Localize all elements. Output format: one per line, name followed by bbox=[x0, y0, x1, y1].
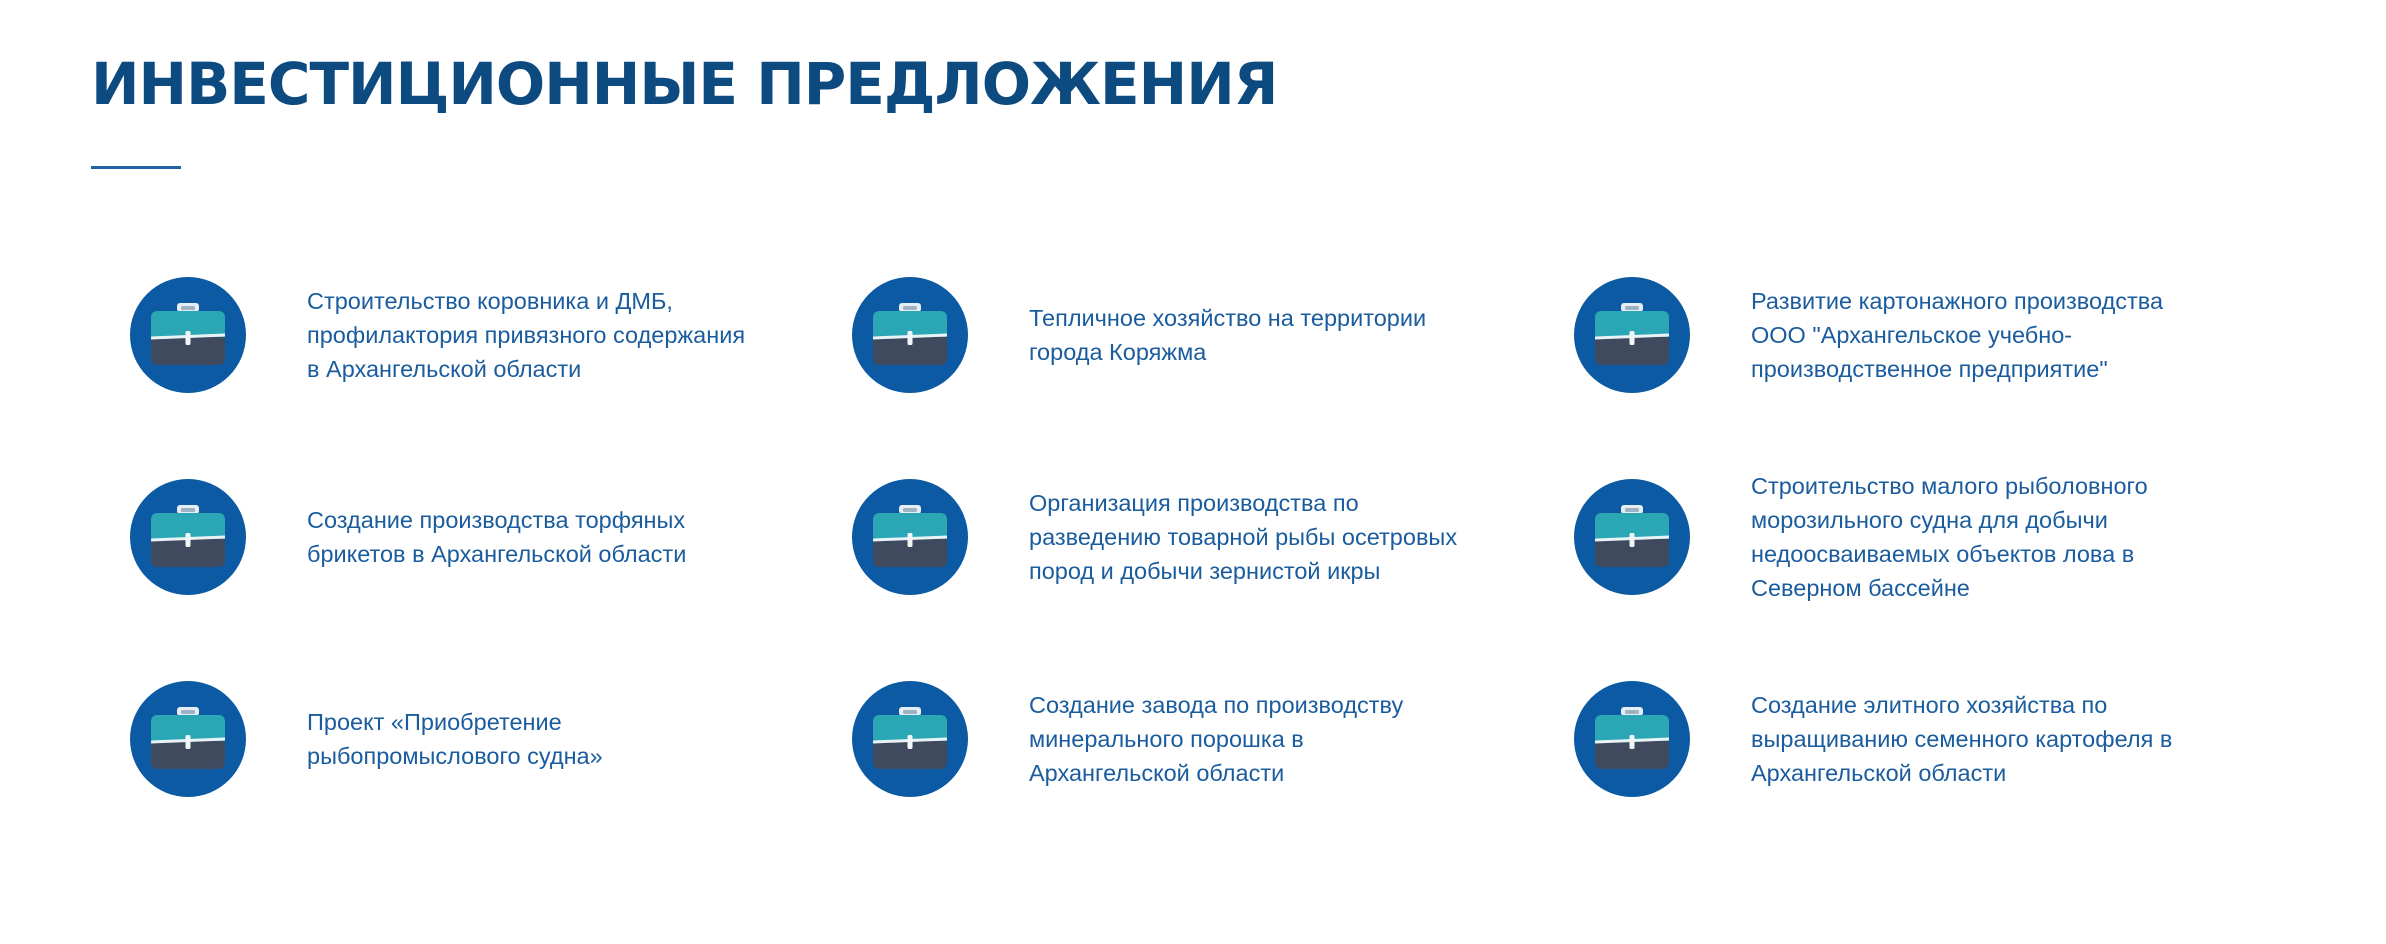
title-underline bbox=[91, 166, 181, 169]
briefcase-svg bbox=[148, 301, 228, 367]
page-title: ИНВЕСТИЦИОННЫЕ ПРЕДЛОЖЕНИЯ bbox=[91, 50, 1278, 118]
briefcase-svg bbox=[870, 503, 950, 569]
proposal-item[interactable] bbox=[852, 462, 1552, 612]
proposals-grid bbox=[130, 260, 2360, 820]
proposal-label[interactable]: Создание завода по производству минерального порошка в Архангельской области bbox=[1029, 692, 1404, 786]
briefcase-icon bbox=[852, 479, 968, 595]
briefcase-svg bbox=[870, 301, 950, 367]
proposal-item[interactable] bbox=[852, 664, 1552, 814]
briefcase-svg bbox=[148, 503, 228, 569]
proposal-label[interactable]: Строительство коровника и ДМБ, профилактория привязного содержания в Архангельской области bbox=[307, 288, 746, 382]
briefcase-icon bbox=[130, 479, 246, 595]
proposal-item[interactable] bbox=[130, 664, 830, 814]
briefcase-icon bbox=[1574, 277, 1690, 393]
proposal-item[interactable] bbox=[1574, 462, 2274, 612]
proposal-item[interactable] bbox=[1574, 664, 2274, 814]
proposal-label[interactable]: Развитие картонажного производства ООО "Архангельское учебно-производственное предприятие" bbox=[1751, 288, 2164, 382]
proposal-item[interactable] bbox=[1574, 260, 2274, 410]
proposal-label[interactable]: Организация производства по разведению товарной рыбы осетровых пород и добычи зернистой икры bbox=[1029, 490, 1458, 584]
briefcase-icon bbox=[130, 681, 246, 797]
briefcase-icon bbox=[1574, 681, 1690, 797]
briefcase-svg bbox=[870, 705, 950, 771]
proposal-item[interactable] bbox=[130, 462, 830, 612]
briefcase-svg bbox=[1592, 503, 1672, 569]
proposal-label[interactable]: Создание элитного хозяйства по выращиванию семенного картофеля в Архангельской области bbox=[1751, 692, 2173, 786]
proposal-item[interactable] bbox=[130, 260, 830, 410]
proposal-item[interactable] bbox=[852, 260, 1552, 410]
briefcase-svg bbox=[1592, 301, 1672, 367]
proposal-label[interactable]: Строительство малого рыболовного морозильного судна для добычи недоосваиваемых объектов лова в Северном бассейне bbox=[1751, 473, 2148, 601]
briefcase-svg bbox=[1592, 705, 1672, 771]
proposal-label[interactable]: Проект «Приобретение рыбопромыслового судна» bbox=[307, 709, 603, 769]
proposal-label[interactable]: Создание производства торфяных брикетов в Архангельской области bbox=[307, 507, 687, 567]
proposal-label[interactable]: Тепличное хозяйство на территории города Коряжма bbox=[1029, 305, 1427, 365]
briefcase-svg bbox=[148, 705, 228, 771]
briefcase-icon bbox=[852, 681, 968, 797]
briefcase-icon bbox=[130, 277, 246, 393]
briefcase-icon bbox=[1574, 479, 1690, 595]
briefcase-icon bbox=[852, 277, 968, 393]
